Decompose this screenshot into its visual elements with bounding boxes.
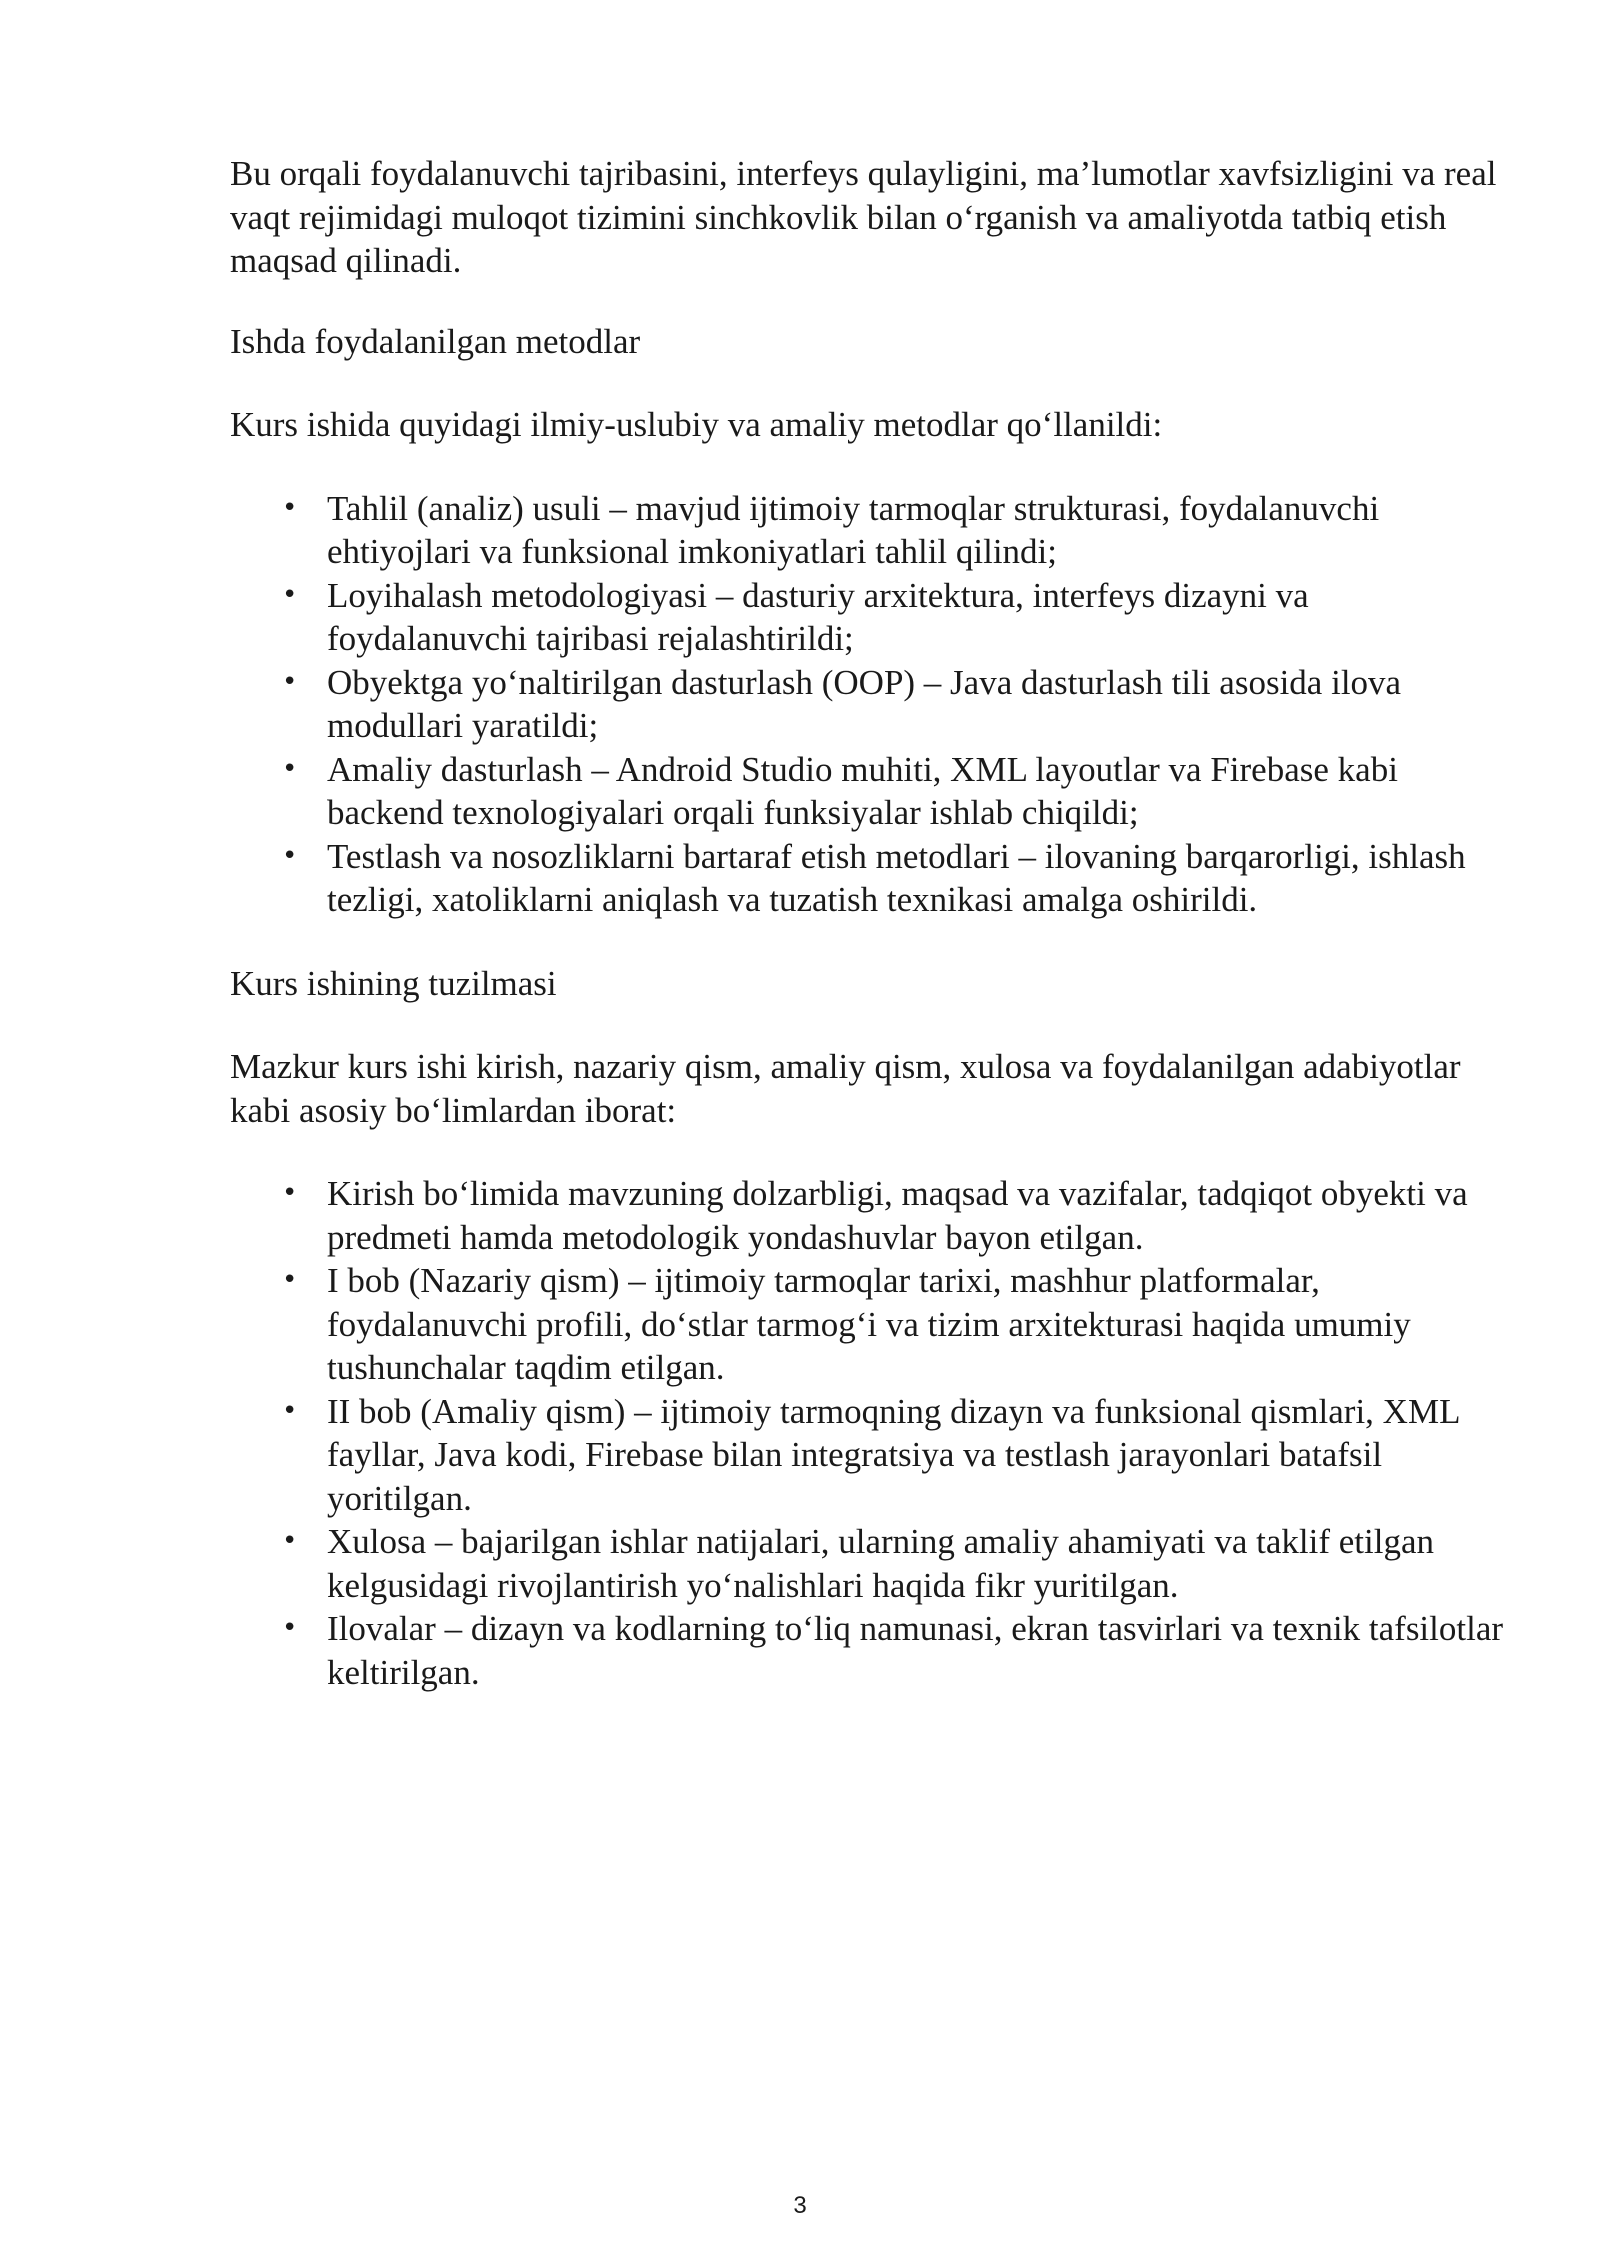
- list-item: [230, 1607, 1510, 1694]
- list-item: [230, 835, 1510, 922]
- list-item-text: II bob (Amaliy qism) – ijtimoiy tarmoqning dizayn va funksional qismlari, XML fayllar, Java kodi, Firebase bilan integratsiya va testlash jarayonlari batafsil yoritilgan.: [327, 1391, 1460, 1518]
- list-item-text: Loyihalash metodologiyasi – dasturiy arxitektura, interfeys dizayni va foydalanuvchi tajribasi rejalashtirildi;: [327, 575, 1309, 658]
- methods-heading: Ishda foydalanilgan metodlar: [230, 321, 641, 361]
- page-number: 3: [793, 2192, 807, 2219]
- list-item-text: Ilovalar – dizayn va kodlarning to‘liq namunasi, ekran tasvirlari va texnik tafsilotlar keltirilgan.: [327, 1609, 1504, 1692]
- structure-list: [230, 1172, 1510, 1694]
- list-item-text: Tahlil (analiz) usuli – mavjud ijtimoiy tarmoqlar strukturasi, foydalanuvchi ehtiyojlari va funksional imkoniyatlari tahlil qilindi;: [327, 488, 1380, 571]
- list-item-text: Amaliy dasturlash – Android Studio muhiti, XML layoutlar va Firebase kabi backend texnologiyalari orqali funksiyalar ishlab chiqildi;: [327, 749, 1398, 832]
- bullet-icon: •: [282, 1526, 298, 1556]
- list-item: [230, 1520, 1510, 1607]
- bullet-icon: •: [282, 1613, 298, 1643]
- bullet-icon: •: [282, 492, 298, 523]
- methods-list: [230, 487, 1510, 922]
- structure-heading: Kurs ishining tuzilmasi: [230, 963, 557, 1003]
- list-item: [230, 1172, 1510, 1259]
- list-item: [230, 1390, 1510, 1521]
- list-item-text: Xulosa – bajarilgan ishlar natijalari, ularning amaliy ahamiyati va taklif etilgan kelgusidagi rivojlantirish yo‘nalishlari haqida fikr yuritilgan.: [327, 1522, 1434, 1605]
- bullet-icon: •: [282, 666, 298, 697]
- bullet-icon: •: [282, 579, 298, 610]
- bullet-icon: •: [282, 1265, 298, 1295]
- list-item-text: Kirish bo‘limida mavzuning dolzarbligi, maqsad va vazifalar, tadqiqot obyekti va predmeti hamda metodologik yondashuvlar bayon etilgan.: [327, 1174, 1468, 1257]
- bullet-icon: •: [282, 1395, 298, 1426]
- bullet-icon: •: [282, 753, 298, 784]
- list-item: [230, 1259, 1510, 1390]
- methods-lead: Kurs ishida quyidagi ilmiy-uslubiy va amaliy metodlar qo‘llanildi:: [230, 405, 1163, 444]
- list-item-text: I bob (Nazariy qism) – ijtimoiy tarmoqlar tarixi, mashhur platformalar, foydalanuvchi profili, do‘stlar tarmog‘i va tizim arxitekturasi haqida umumiy tushunchalar taqdim etilgan.: [327, 1261, 1411, 1387]
- list-item: [230, 661, 1510, 748]
- bullet-icon: •: [282, 1178, 298, 1208]
- list-item: [230, 748, 1510, 835]
- list-item-text: Testlash va nosozliklarni bartaraf etish metodlari – ilovaning barqarorligi, ishlash tezligi, xatoliklarni aniqlash va tuzatish texnikasi amalga oshirildi.: [327, 836, 1466, 919]
- page-content: [230, 152, 1510, 1734]
- list-item: [230, 487, 1510, 574]
- intro-paragraph: Bu orqali foydalanuvchi tajribasini, interfeys qulayligini, ma’lumotlar xavfsizligini va real vaqt rejimidagi muloqot tizimini sinchkovlik bilan o‘rganish va amaliyotda tatbiq etish maqsad qilinadi.: [230, 154, 1497, 280]
- bullet-icon: •: [282, 840, 298, 871]
- list-item: [230, 574, 1510, 661]
- list-item-text: Obyektga yo‘naltirilgan dasturlash (OOP) – Java dasturlash tili asosida ilova modullari yaratildi;: [327, 662, 1402, 745]
- structure-lead: Mazkur kurs ishi kirish, nazariy qism, amaliy qism, xulosa va foydalanilgan adabiyotlar kabi asosiy bo‘limlardan iborat:: [230, 1047, 1461, 1130]
